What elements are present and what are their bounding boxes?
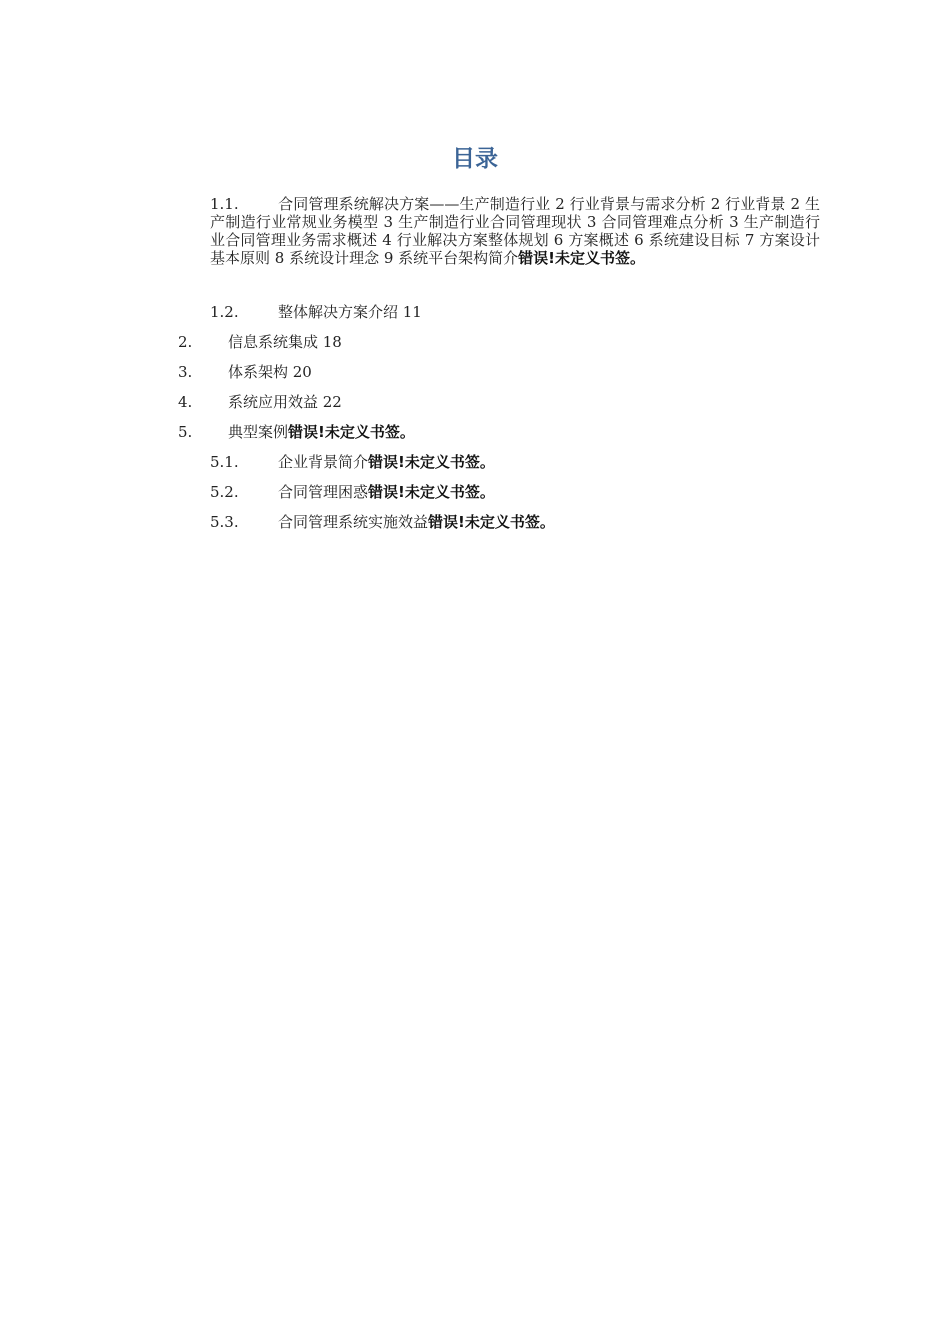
toc-entry-number: 5.1.	[210, 453, 239, 471]
toc-entry-5-3[interactable]	[210, 513, 555, 531]
toc-entry-4[interactable]	[178, 393, 342, 411]
toc-entry-5[interactable]	[178, 423, 415, 441]
toc-entry-number: 2.	[178, 333, 193, 351]
toc-entry-number: 1.1.	[210, 195, 239, 213]
toc-entry-error: 错误!未定义书签。	[368, 453, 495, 471]
toc-entry-3[interactable]	[178, 363, 312, 381]
toc-entry-number: 5.3.	[210, 513, 239, 531]
toc-entry-error: 错误!未定义书签。	[428, 513, 555, 531]
toc-entry-5-1[interactable]	[210, 453, 495, 471]
toc-entry-number: 5.	[178, 423, 193, 441]
toc-entry-text: 系统应用效益 22	[228, 393, 342, 411]
toc-title: 目录	[452, 146, 498, 172]
toc-entry-text: 典型案例	[228, 423, 289, 441]
toc-entry-error: 错误!未定义书签。	[288, 423, 415, 441]
toc-entry-text: 合同管理系统实施效益	[278, 513, 429, 531]
toc-entry-1-2[interactable]	[210, 303, 422, 321]
toc-entry-number: 5.2.	[210, 483, 239, 501]
toc-entry-text: 合同管理系统解决方案——生产制造行业 2 行业背景与需求分析 2 行业背景 2 生产制造行业常规业务模型 3 生产制造行业合同管理现状 3 合同管理难点分析 3 生产制造行业合同管理业务需求概述 4 行业解决方案整体规划 6 方案概述 6 系统建设目标 7 方案设计基本原则 8 系统设计理念 9 系统平台架构简介	[210, 195, 820, 267]
toc-entry-error: 错误!未定义书签。	[518, 249, 646, 267]
toc-entry-number: 1.2.	[210, 303, 239, 321]
toc-entry-text: 体系架构 20	[228, 363, 312, 381]
toc-entry-text: 整体解决方案介绍 11	[278, 303, 422, 321]
toc-entry-5-2[interactable]	[210, 483, 495, 501]
toc-entry-1-1[interactable]	[210, 195, 820, 267]
toc-entry-2[interactable]	[178, 333, 342, 351]
toc-entry-number: 4.	[178, 393, 193, 411]
toc-entry-number: 3.	[178, 363, 193, 381]
toc-entry-text: 合同管理困惑	[278, 483, 369, 501]
toc-entry-text: 信息系统集成 18	[228, 333, 342, 351]
toc-entry-text: 企业背景简介	[278, 453, 369, 471]
toc-entry-error: 错误!未定义书签。	[368, 483, 495, 501]
